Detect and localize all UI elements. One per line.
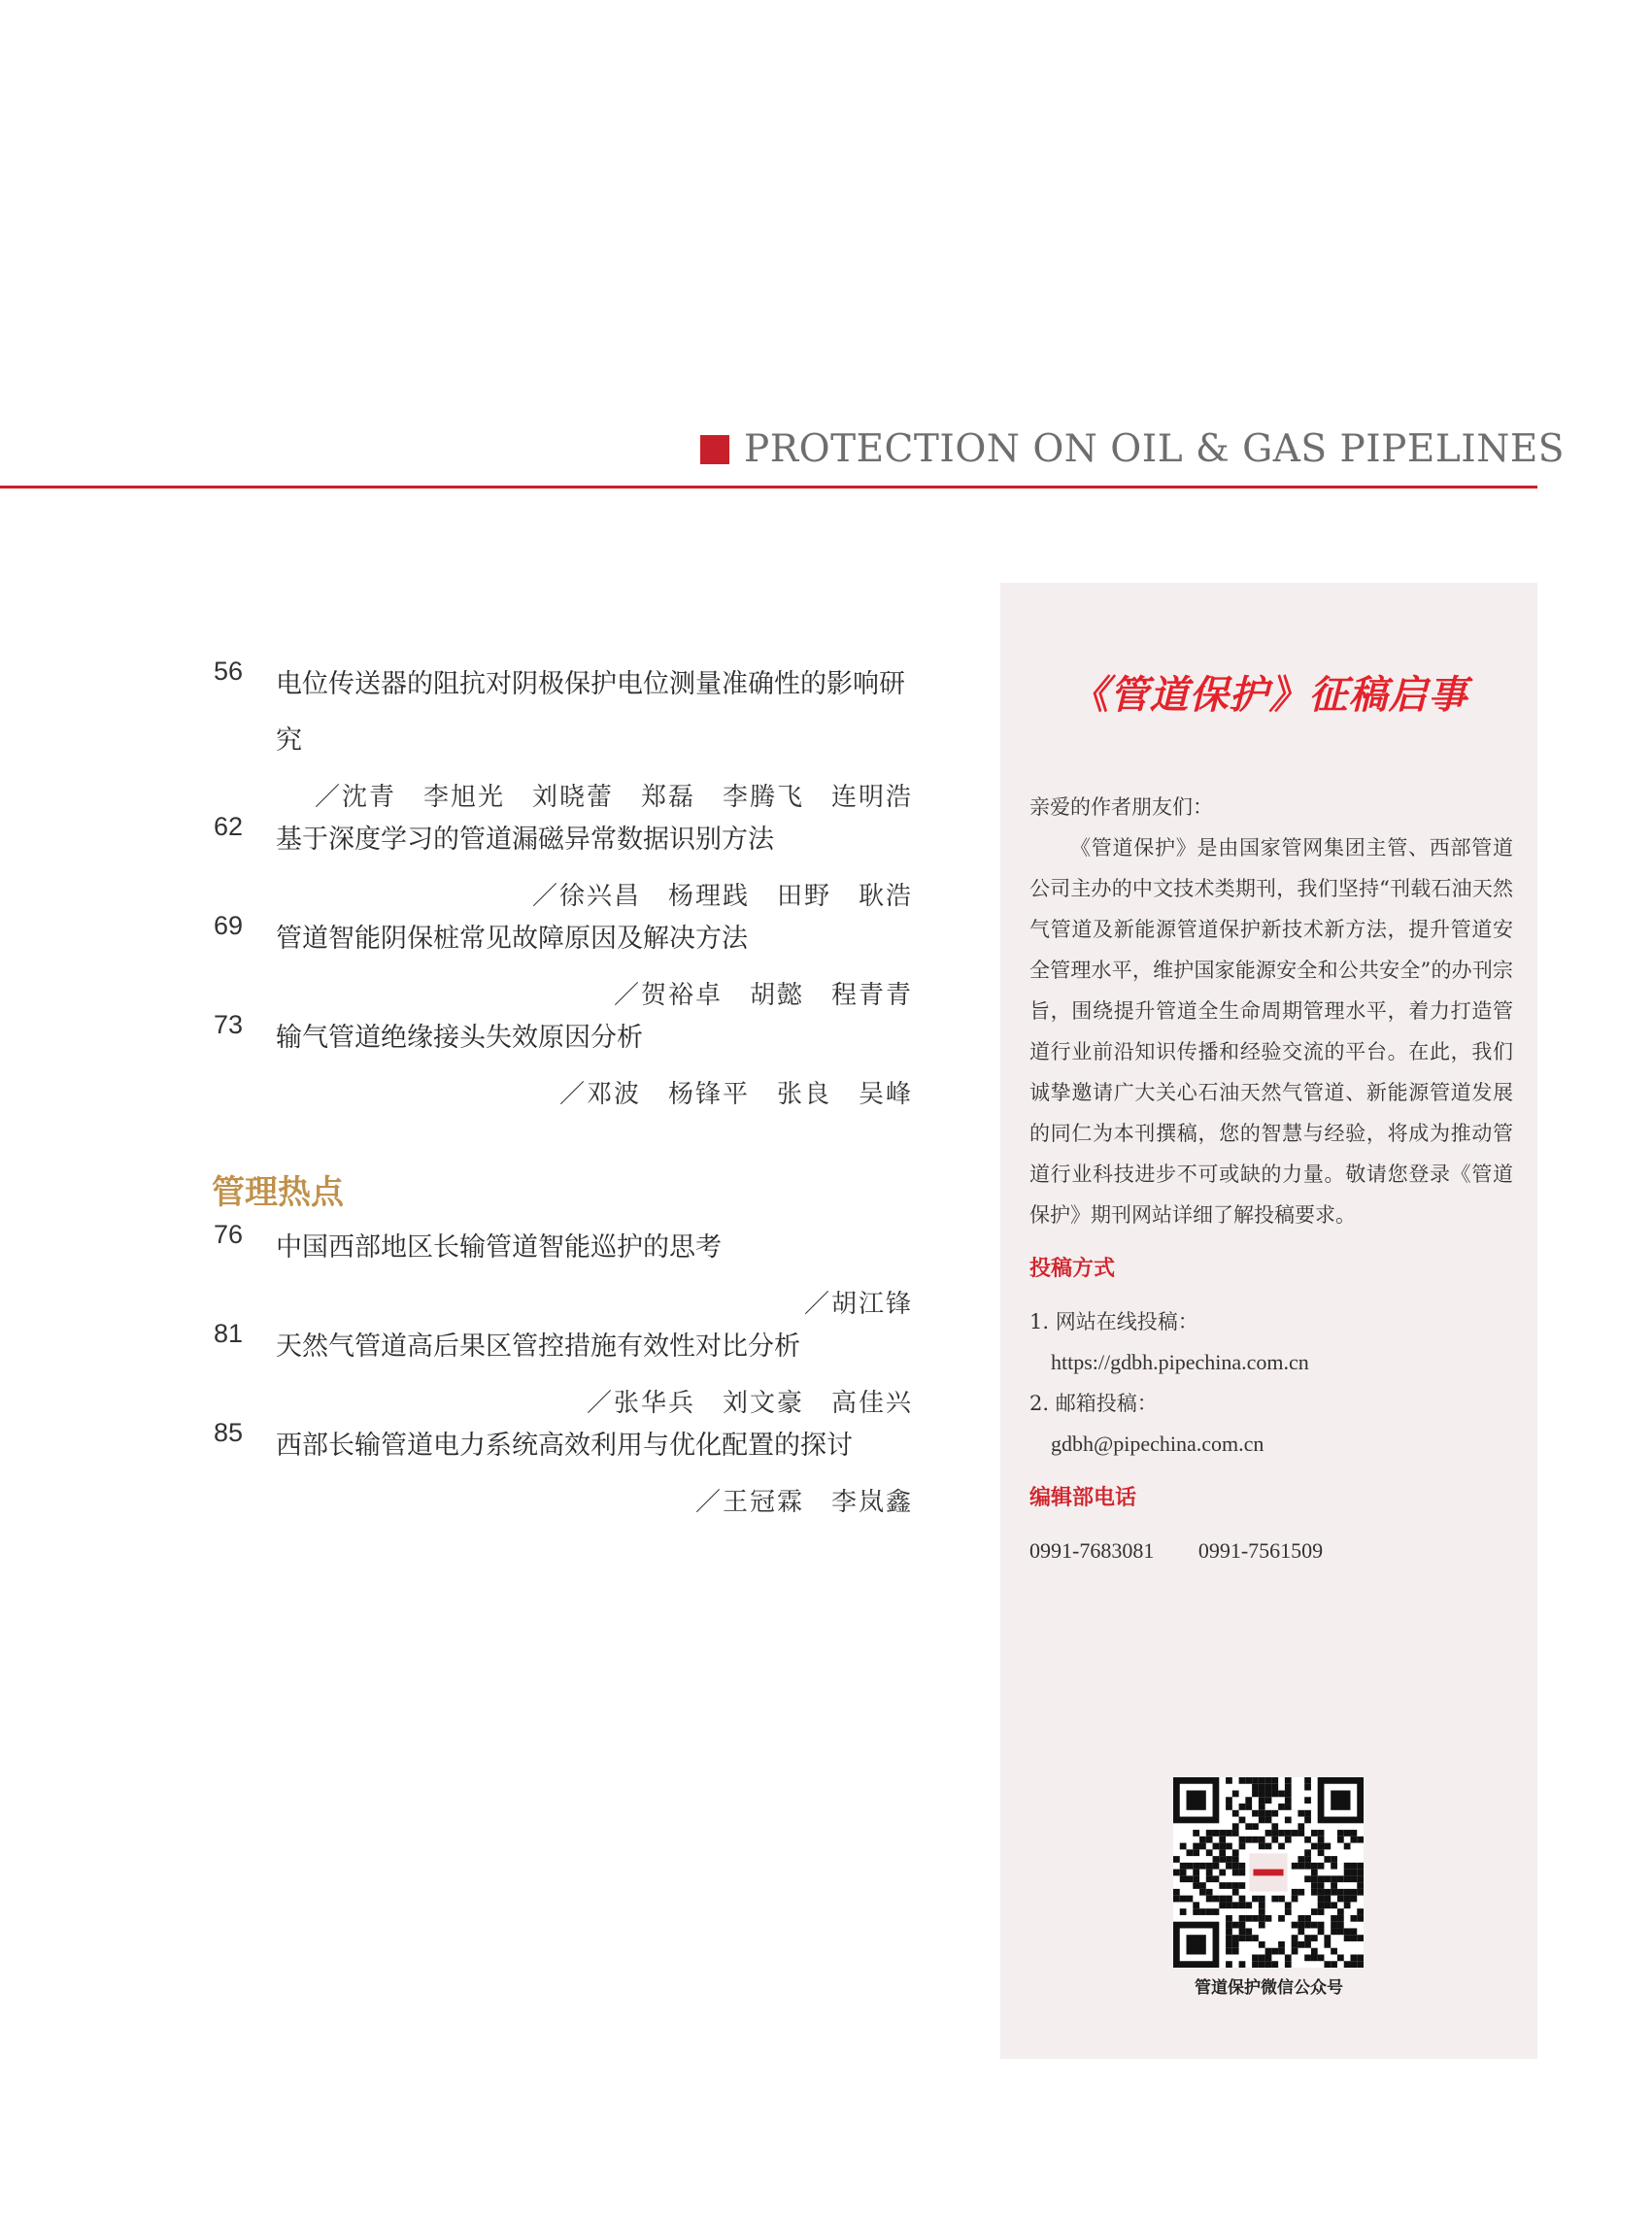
toc-page-number: 62 <box>214 812 244 841</box>
toc-article-title: 中国西部地区长输管道智能巡护的思考 <box>276 1232 722 1263</box>
toc-authors: ／张华兵 刘文豪 高佳兴 <box>586 1389 913 1418</box>
toc-article-title: 输气管道绝缘接头失效原因分析 <box>276 1023 643 1053</box>
toc-entry[interactable] <box>214 812 913 925</box>
toc-article-title: 电位传送器的阻抗对阴极保护电位测量准确性的影响研究 <box>276 669 905 756</box>
toc-authors: ／徐兴昌 杨理践 田野 耿浩 <box>531 882 913 911</box>
phone-numbers: 0991-7683081 0991-7561509 <box>1029 1538 1324 1563</box>
page-header <box>0 427 1566 491</box>
toc-page-number: 56 <box>214 657 244 686</box>
header-rule <box>0 486 1537 489</box>
method1-label: 1. 网站在线投稿： <box>1029 1310 1198 1333</box>
toc-authors: ／邓波 杨锋平 张良 吴峰 <box>558 1080 913 1109</box>
toc-entry[interactable] <box>214 911 913 1024</box>
email-link[interactable]: gdbh@pipechina.com.cn <box>1051 1432 1264 1456</box>
section-heading: 管理热点 <box>212 1173 344 1212</box>
header-square-mark <box>700 435 729 464</box>
toc-page-number: 81 <box>214 1319 244 1348</box>
wechat-qr-code-icon <box>1173 1777 1364 1968</box>
toc-entry[interactable] <box>214 1220 913 1332</box>
table-of-contents <box>212 657 913 1531</box>
website-link[interactable]: https://gdbh.pipechina.com.cn <box>1051 1350 1309 1374</box>
toc-article-title: 管道智能阴保桩常见故障原因及解决方法 <box>276 924 748 954</box>
toc-authors: ／贺裕卓 胡懿 程青青 <box>613 981 913 1010</box>
greeting-text: 亲爱的作者朋友们： <box>1029 795 1213 819</box>
toc-authors: ／王冠霖 李岚鑫 <box>694 1488 913 1517</box>
call-for-papers-title: 《管道保护》征稿启事 <box>1069 673 1468 718</box>
toc-authors: ／胡江锋 <box>803 1290 913 1319</box>
toc-page-number: 73 <box>214 1010 244 1039</box>
phone-heading: 编辑部电话 <box>1029 1486 1137 1510</box>
toc-page-number: 69 <box>214 911 244 940</box>
toc-page-number: 76 <box>214 1220 244 1249</box>
announcement-text: 《管道保护》是由国家管网集团主管、西部管道公司主办的中文技术类期刊，我们坚持“刊载石油天然气管道及新能源管道保护新技术新方法，提升管道安全管理水平，维护国家能源安全和公共安全”的办刊宗旨，围绕提升管道全生命周期管理水平，着力打造管道行业前沿知识传播和经验交流的平台。在此，我们诚挚邀请广大关心石油天然气管道、新能源管道发展的同仁为本刊撰稿，您的智慧与经验，将成为推动管道行业科技进步不可或缺的力量。敬请您登录《管道保护》期刊网站详细了解投稿要求。 <box>1029 836 1513 1227</box>
toc-group-b <box>214 1220 913 1531</box>
qr-caption: 管道保护微信公众号 <box>1195 1978 1343 1998</box>
toc-page-number: 85 <box>214 1418 244 1447</box>
submission-heading: 投稿方式 <box>1029 1257 1116 1281</box>
toc-article-title: 天然气管道高后果区管控措施有效性对比分析 <box>276 1332 800 1362</box>
toc-article-title: 基于深度学习的管道漏磁异常数据识别方法 <box>276 825 774 855</box>
toc-entry[interactable] <box>214 1319 913 1432</box>
call-for-papers-panel <box>1000 583 1537 2059</box>
toc-entry[interactable] <box>214 657 913 826</box>
toc-group-a <box>214 657 913 1123</box>
call-for-papers-body <box>1029 787 1513 1571</box>
method2-label: 2. 邮箱投稿： <box>1029 1392 1158 1415</box>
header-title: PROTECTION ON OIL & GAS PIPELINES <box>744 427 1566 471</box>
toc-entry[interactable] <box>214 1418 913 1531</box>
toc-entry[interactable] <box>214 1010 913 1123</box>
toc-article-title: 西部长输管道电力系统高效利用与优化配置的探讨 <box>276 1431 853 1461</box>
toc-authors: ／沈青 李旭光 刘晓蕾 郑磊 李腾飞 连明浩 <box>314 783 913 812</box>
